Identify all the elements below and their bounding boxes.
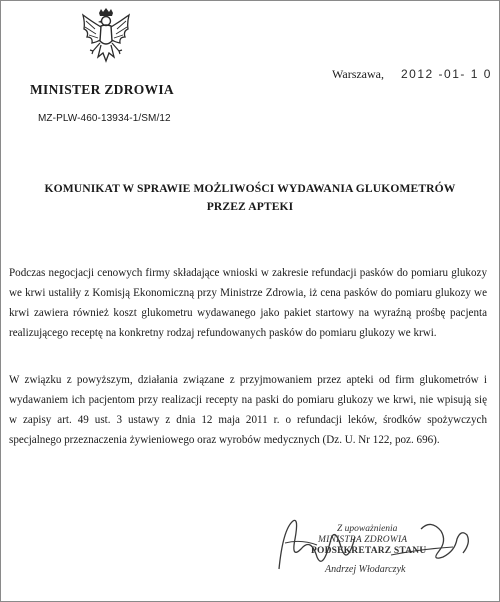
stamp-title: MINISTRA ZDROWIA [318, 535, 408, 545]
date-stamp: 2012 -01- 1 0 [401, 67, 492, 81]
authorization-note: Z upoważnienia [337, 524, 398, 534]
document-title [1, 180, 499, 216]
title-line-2: PRZEZ APTEKI [206, 200, 294, 213]
stamp-subtitle: PODSEKRETARZ STANU [311, 546, 427, 556]
body-paragraph-2: W związku z powyższym, działania związane z przyjmowaniem przez apteki od firm glukometrów i wydawaniem ich pacjentom przy realizacji recepty na paski do pomiaru glukozy we krwi, nie wpisują się w zapisy art. 49 ust. 3 ustawy z dnia 12 maja 2011 r. o refundacji leków, środków spożywczych specjalnego przeznaczenia żywieniowego oraz wyrobów medycznych (Dz. U. Nr 122, poz. 696). [9, 374, 487, 446]
place-of-issue: Warszawa, [332, 67, 385, 81]
authority-name: MINISTER ZDROWIA [30, 82, 174, 97]
body-paragraph-1: Podczas negocjacji cenowych firmy składające wnioski w zakresie refundacji pasków do pomiaru glukozy we krwi ustaliły z Komisją Ekonomiczną przy Ministrze Zdrowia, iż cena pasków do pomiaru glukozy we krwi zawiera również koszt glukometru wydawanego jako pakiet startowy na wyraźną prośbę pacjenta realizującego receptę na konkretny rodzaj refundowanych pasków do pomiaru glukozy we krwi. [9, 267, 487, 339]
white-eagle-emblem-icon [81, 7, 131, 69]
title-line-1: KOMUNIKAT W SPRAWIE MOŻLIWOŚCI WYDAWANIA GLUKOMETRÓW [44, 182, 456, 195]
signature-block [271, 509, 481, 599]
signatory-name: Andrzej Włodarczyk [325, 564, 406, 575]
reference-number: MZ-PLW-460-13934-1/SM/12 [38, 113, 171, 124]
